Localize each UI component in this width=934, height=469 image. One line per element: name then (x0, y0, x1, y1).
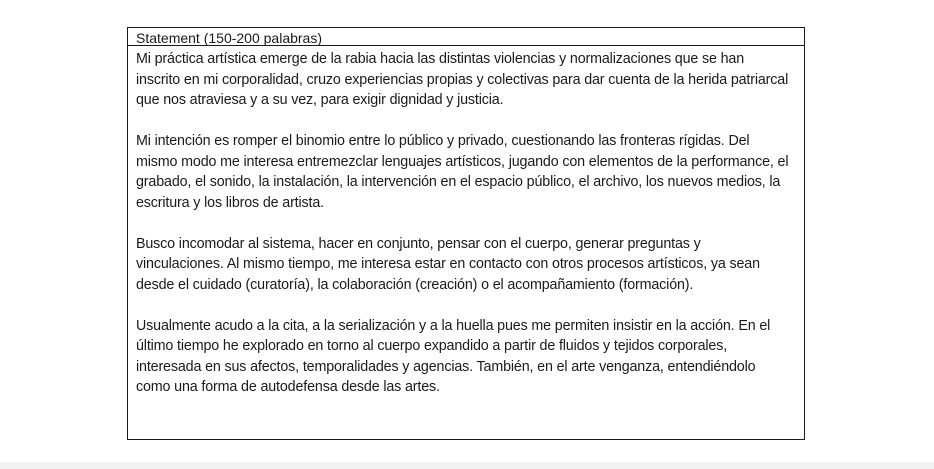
statement-header: Statement (150-200 palabras) (128, 28, 804, 46)
paragraph-4: Usualmente acudo a la cita, a la serialización y a la huella pues me permiten insistir en la acción. En el último tiempo he explorado en torno al cuerpo expandido a partir de fluidos y tejidos corporales, interesada en sus afectos, temporalidades y agencias. También, en el arte venganza, entendiéndolo como una forma de autodefensa desde las artes. (136, 317, 771, 395)
paragraph-1: Mi práctica artística emerge de la rabia hacia las distintas violencias y normalizaciones que se han inscrito en mi corporalidad, cruzo experiencias propias y colectivas para dar cuenta de la herida patriarcal que nos atraviesa y a su vez, para exigir dignidad y justicia. (136, 51, 789, 108)
paragraph-3: Busco incomodar al sistema, hacer en conjunto, pensar con el cuerpo, generar preguntas y vinculaciones. Al mismo tiempo, me interesa estar en contacto con otros procesos artísticos, ya sean desde el cuidado (curatoría), la colaboración (creación) o el acompañamiento (formación). (136, 235, 760, 293)
statement-body (128, 46, 804, 398)
paragraph-2: Mi intención es romper el binomio entre lo público y privado, cuestionando las fronteras rígidas. Del mismo modo me interesa entremezclar lenguajes artísticos, jugando con elementos de la performance, el grabado, el sonido, la instalación, la intervención en el espacio público, el archivo, los nuevos medios, la escritura y los libros de artista. (136, 133, 789, 211)
page-bottom-edge (0, 462, 934, 469)
statement-table (127, 27, 805, 440)
